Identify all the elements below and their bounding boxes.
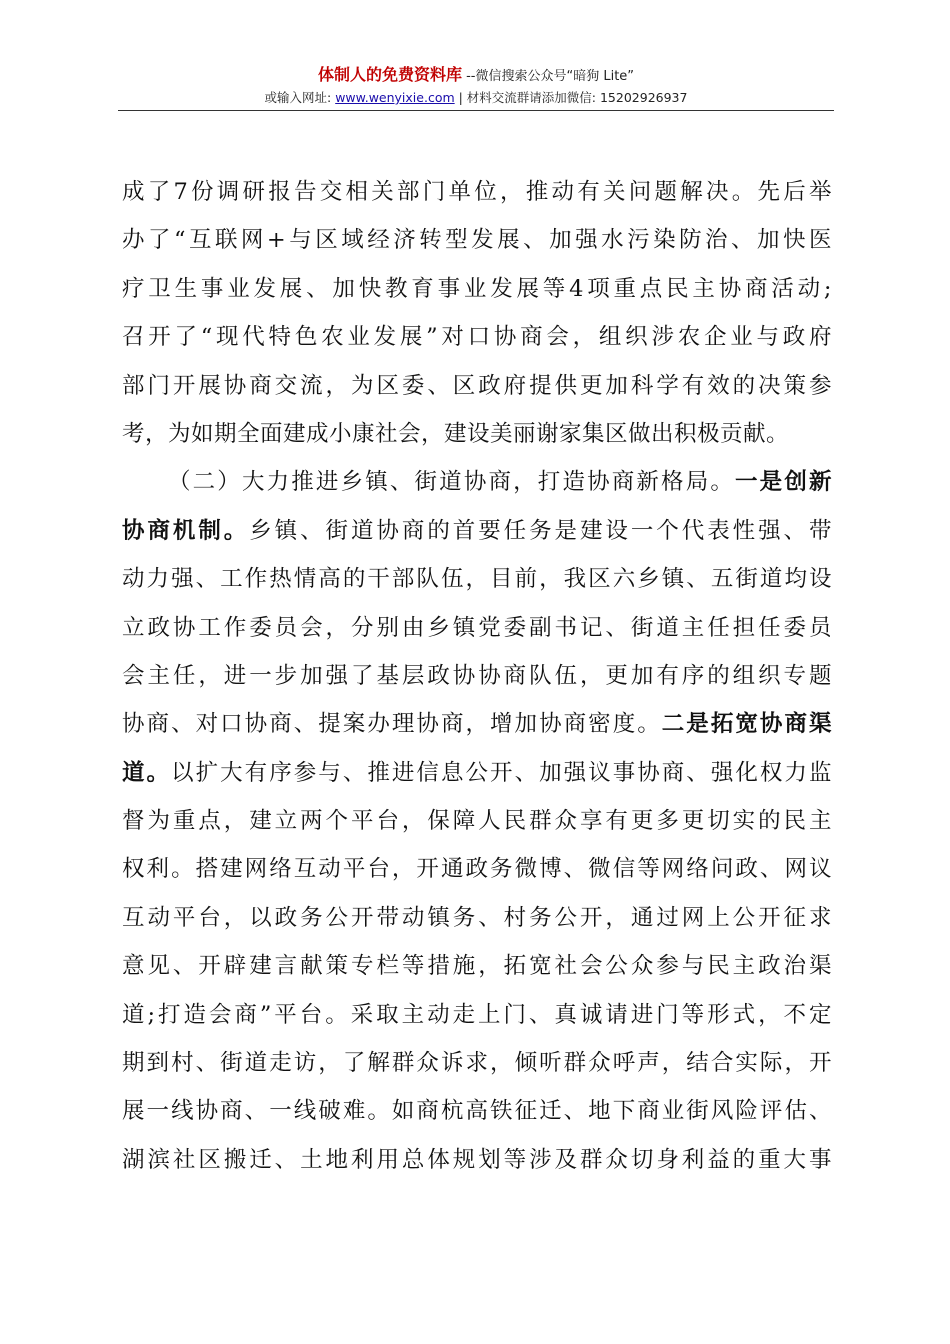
text-line: 展一线协商、一线破难。如商杭高铁征迁、地下商业街风险评估、	[122, 1098, 832, 1125]
text-line: 召开了“现代特色农业发展”对口协商会，组织涉农企业与政府	[122, 324, 832, 351]
text-line: 意见、开辟建言献策专栏等措施，拓宽社会公众参与民主政治渠	[122, 953, 832, 980]
text-line: 疗卫生事业发展、加快教育事业发展等4项重点民主协商活动;	[122, 275, 832, 302]
bold-phrase: 二是拓宽协商渠	[661, 711, 832, 738]
text-span: 乡镇、街道协商的首要任务是建设一个代表性强、带	[249, 517, 832, 544]
text-line: 权利。搭建网络互动平台，开通政务微博、微信等网络问政、网议	[122, 856, 832, 883]
document-body	[122, 168, 832, 1184]
text-line: 会主任，进一步加强了基层政协协商队伍，更加有序的组织专题	[122, 662, 832, 689]
text-span: 以扩大有序参与、推进信息公开、加强议事协商、强化权力监	[171, 759, 832, 786]
text-line: 湖滨社区搬迁、土地利用总体规划等涉及群众切身利益的重大事	[122, 1146, 832, 1173]
text-span: 协商、对口协商、提案办理协商，增加协商密度。	[122, 711, 662, 738]
header-line-2	[118, 88, 834, 108]
bold-phrase: 协商机制。	[122, 517, 250, 544]
header-subtitle: --微信搜索公众号“暗狗 Lite”	[461, 69, 635, 84]
header-url-prefix: 或输入网址:	[264, 90, 336, 105]
text-line: 互动平台，以政务公开带动镇务、村务公开，通过网上公开征求	[122, 904, 832, 931]
header-line-1	[118, 64, 834, 88]
bold-phrase: 一是创新	[735, 469, 832, 496]
header-divider	[118, 110, 834, 111]
section-heading: （二）大力推进乡镇、街道协商，打造协商新格局。	[168, 469, 736, 496]
header-url-suffix: | 材料交流群请添加微信: 15202926937	[454, 90, 688, 105]
text-line: 成了7份调研报告交相关部门单位，推动有关问题解决。先后举	[122, 179, 832, 205]
bold-phrase: 道。	[122, 759, 172, 786]
text-line: 督为重点，建立两个平台，保障人民群众享有更多更切实的民主	[122, 808, 832, 835]
text-line	[122, 700, 832, 748]
text-line	[122, 749, 832, 797]
header-title: 体制人的免费资料库	[317, 65, 462, 84]
header-url-link[interactable]: www.wenyixie.com	[335, 90, 455, 105]
text-line: 部门开展协商交流，为区委、区政府提供更加科学有效的决策参	[122, 372, 832, 399]
text-line: 办了“互联网+与区域经济转型发展、加强水污染防治、加快医	[122, 227, 832, 254]
text-line: 考，为如期全面建成小康社会，建设美丽谢家集区做出积极贡献。	[122, 420, 790, 447]
paragraph-1	[122, 168, 832, 458]
text-line: 期到村、街道走访，了解群众诉求，倾听群众呼声，结合实际，开	[122, 1050, 832, 1077]
text-line	[122, 458, 832, 506]
text-line: 动力强、工作热情高的干部队伍，目前，我区六乡镇、五街道均设	[122, 566, 832, 593]
text-line: 立政协工作委员会，分别由乡镇党委副书记、街道主任担任委员	[122, 614, 832, 641]
text-line	[122, 507, 832, 555]
paragraph-2	[122, 458, 832, 1184]
page-header	[118, 64, 834, 108]
text-line: 道;打造会商”平台。采取主动走上门、真诚请进门等形式，不定	[122, 1001, 832, 1028]
